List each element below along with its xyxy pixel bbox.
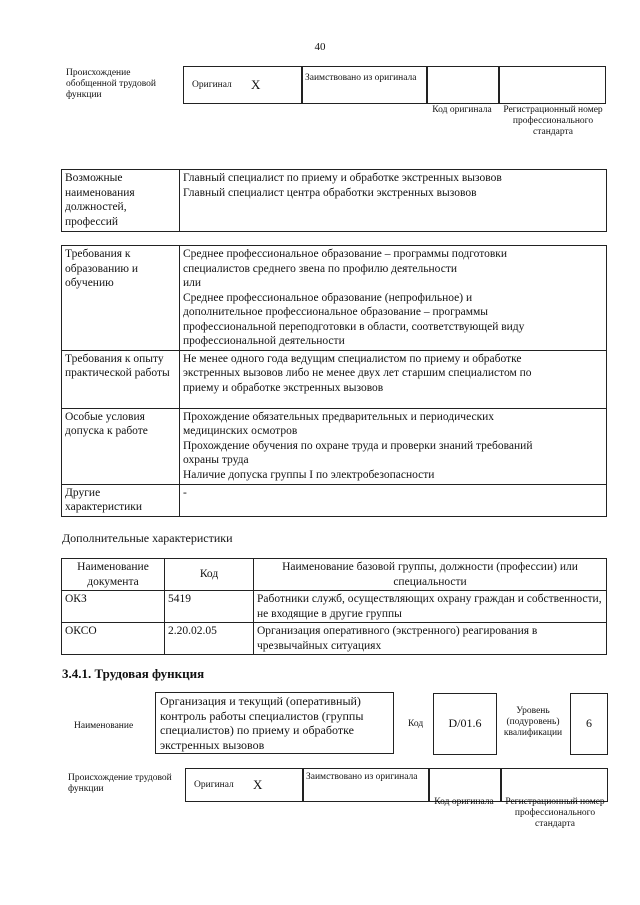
requirements-education-values — [180, 246, 607, 351]
function-level-label: Уровень (подуровень) квалификации — [503, 706, 563, 738]
extra-cell-code: 5419 — [165, 591, 254, 623]
positions-table — [61, 169, 607, 232]
requirement-line: дополнительное профессиональное образование – программы — [183, 306, 488, 318]
function-code-label: Код — [408, 719, 424, 729]
origin2-borrowed-cell — [302, 768, 430, 802]
requirement-line: или — [183, 277, 202, 289]
origin2-code-label: Код оригинала — [434, 797, 494, 807]
position-line: Главный специалист по приему и обработке экстренных вызовов — [183, 172, 502, 184]
requirement-line: экстренных вызовов либо не менее двух лет старшим специалистом по — [183, 367, 532, 379]
function-name-value: Организация и текущий (оперативный) контроль работы специалистов (группы специалистов) по приему и обработке экстренных вызовов — [155, 692, 394, 754]
extra-cell-code: 2.20.02.05 — [165, 623, 254, 655]
origin2-borrowed-label: Заимствовано из оригинала — [306, 772, 418, 782]
function-level-value: 6 — [586, 716, 592, 730]
origin-reg-cell — [498, 66, 606, 104]
requirement-line: Прохождение обязательных предварительных и периодических — [183, 410, 495, 423]
requirement-line: Среднее профессиональное образование (непрофильное) и — [183, 291, 473, 304]
positions-label: Возможные наименования должностей, профессий — [62, 170, 180, 232]
extra-header-name: Наименование базовой группы, должности (профессии) или специальности — [254, 559, 607, 591]
function-name-label: Наименование — [74, 721, 134, 731]
origin-code-label: Код оригинала — [432, 105, 492, 115]
origin2-original-label: Оригинал — [194, 780, 234, 790]
requirements-experience-label: Требования к опыту практической работы — [62, 350, 180, 408]
table-row — [62, 623, 607, 655]
position-line: Главный специалист центра обработки экстренных вызовов — [183, 186, 477, 199]
requirements-other-label: Другие характеристики — [62, 484, 180, 516]
origin-mark: X — [251, 77, 261, 92]
page-number: 40 — [314, 41, 326, 53]
extra-title: Дополнительные характеристики — [62, 531, 233, 545]
requirements-other-values: - — [180, 484, 607, 516]
origin2-original-cell — [185, 768, 304, 802]
origin2-label: Происхождение трудовой функции — [68, 773, 172, 794]
origin-reg-label: Регистрационный номер профессионального стандарта — [503, 105, 603, 137]
extra-cell-name: Работники служб, осуществляющих охрану граждан и собственности, не входящие в другие группы — [254, 591, 607, 623]
extra-cell-doc: ОКЗ — [62, 591, 165, 623]
requirement-line: Среднее профессиональное образование – программы подготовки — [183, 248, 508, 260]
function-code-value: D/01.6 — [448, 716, 482, 730]
origin-borrowed-label: Заимствовано из оригинала — [305, 73, 417, 83]
origin-label: Происхождение обобщенной трудовой функции — [66, 68, 156, 100]
requirements-table — [61, 245, 607, 517]
extra-header-code: Код — [165, 559, 254, 591]
requirement-line: профессиональной деятельности — [183, 335, 345, 347]
origin2-reg-label: Регистрационный номер профессионального стандарта — [505, 797, 605, 829]
origin2-mark: X — [253, 777, 263, 792]
function-code-box — [433, 693, 497, 755]
requirements-admission-label: Особые условия допуска к работе — [62, 408, 180, 484]
requirement-line: приему и обработке экстренных вызовов — [183, 381, 384, 394]
origin-original-cell — [183, 66, 303, 104]
extra-cell-doc: ОКСО — [62, 623, 165, 655]
requirement-line: специалистов среднего звена по профилю деятельности — [183, 262, 457, 275]
positions-values — [180, 170, 607, 232]
table-row — [62, 591, 607, 623]
function-heading: 3.4.1. Трудовая функция — [62, 666, 205, 681]
extra-table — [61, 558, 607, 655]
requirements-admission-values — [180, 408, 607, 484]
requirement-line: Прохождение обучения по охране труда и проверки знаний требований — [183, 439, 533, 452]
extra-cell-name: Организация оперативного (экстренного) реагирования в чрезвычайных ситуациях — [254, 623, 607, 655]
requirement-line: медицинских осмотров — [183, 425, 298, 437]
requirement-line: охраны труда — [183, 454, 249, 466]
origin-borrowed-cell — [301, 66, 428, 104]
requirement-line: Наличие допуска группы I по электробезопасности — [183, 468, 435, 481]
extra-header-doc: Наименование документа — [62, 559, 165, 591]
origin-code-cell — [426, 66, 500, 104]
requirement-line: Не менее одного года ведущим специалистом по приему и обработке — [183, 352, 522, 365]
origin-original-label: Оригинал — [192, 80, 232, 90]
requirements-experience-values — [180, 350, 607, 408]
function-level-box — [570, 693, 608, 755]
requirement-line: профессиональной переподготовки в области, соответствующей виду — [183, 320, 525, 333]
requirements-education-label: Требования к образованию и обучению — [62, 246, 180, 351]
